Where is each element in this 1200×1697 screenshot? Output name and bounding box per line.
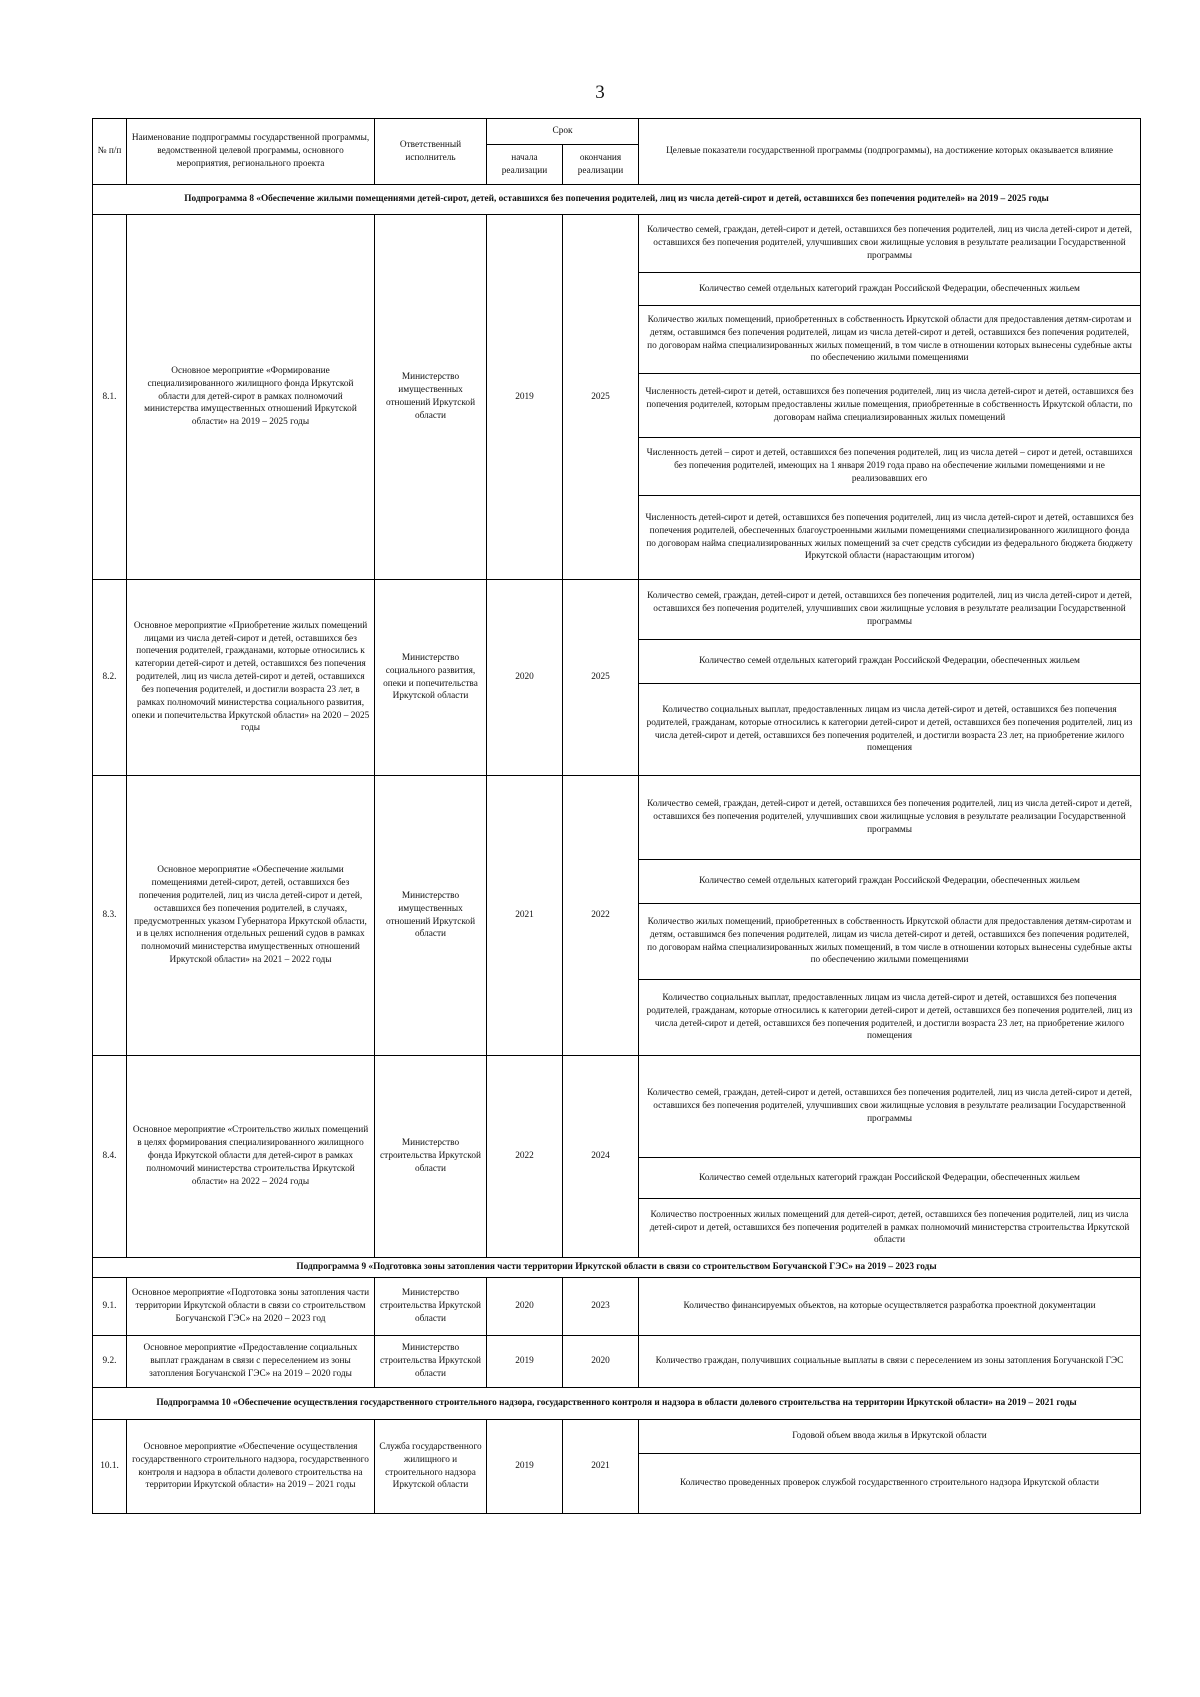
row-num: 10.1. (93, 1420, 127, 1514)
row-indicator: Количество построенных жилых помещений для детей-сирот, детей, оставшихся без попечения родителей, лиц из числа детей-сирот и детей, оставшихся без попечения родителей в рамках полномочий министерства строительства Иркутской области (639, 1199, 1141, 1258)
row-indicator: Количество финансируемых объектов, на которые осуществляется разработка проектной документации (639, 1278, 1141, 1336)
row-name: Основное мероприятие «Подготовка зоны затопления части территории Иркутской области в связи со строительством Богучанской ГЭС» на 2020 – 2023 год (127, 1278, 375, 1336)
table-row (93, 1056, 1141, 1158)
row-name: Основное мероприятие «Предоставление социальных выплат гражданам в связи с переселением из зоны затопления Богучанской ГЭС» на 2019 – 2020 годы (127, 1336, 375, 1388)
subprogram-row (93, 185, 1141, 215)
row-num: 9.2. (93, 1336, 127, 1388)
row-executor: Министерство социального развития, опеки и попечительства Иркутской области (375, 580, 487, 776)
row-name: Основное мероприятие «Обеспечение жилыми помещениями детей-сирот, детей, оставшихся без попечения родителей, лиц из числа детей-сирот и детей, оставшихся без попечения родителей, в случаях, предусмотренных указом Губернатора Иркутской области, и в целях исполнения отдельных решений судов в рамках полномочий министерства имущественных отношений Иркутской области» на 2021 – 2022 годы (127, 776, 375, 1056)
header-end: окончания реализации (563, 145, 639, 185)
subprogram-title: Подпрограмма 9 «Подготовка зоны затопления части территории Иркутской области в связи со строительством Богучанской ГЭС» на 2019 – 2023 годы (93, 1258, 1141, 1278)
row-indicator: Количество семей, граждан, детей-сирот и детей, оставшихся без попечения родителей, лиц из числа детей-сирот и детей, оставшихся без попечения родителей, улучшивших свои жилищные условия в результате реализации Государственной программы (639, 776, 1141, 860)
row-indicator: Количество граждан, получивших социальные выплаты в связи с переселением из зоны затопления Богучанской ГЭС (639, 1336, 1141, 1388)
row-executor: Министерство строительства Иркутской области (375, 1278, 487, 1336)
header-num: № п/п (93, 119, 127, 185)
row-indicator: Количество семей отдельных категорий граждан Российской Федерации, обеспеченных жильем (639, 1158, 1141, 1199)
row-start: 2019 (487, 1336, 563, 1388)
table-row (93, 1336, 1141, 1388)
row-indicator: Количество социальных выплат, предоставленных лицам из числа детей-сирот и детей, оставшихся без попечения родителей, гражданам, которые относились к категории детей-сирот и детей, оставшихся без попечения родителей, лиц из числа детей-сирот и детей, оставшихся без попечения родителей, и достигли возраста 23 лет, на приобретение жилого помещения (639, 684, 1141, 776)
row-start: 2019 (487, 215, 563, 580)
subprogram-title: Подпрограмма 10 «Обеспечение осуществления государственного строительного надзора, государственного контроля и надзора в области долевого строительства на территории Иркутской области» на 2019 – 2021 годы (93, 1388, 1141, 1420)
row-num: 8.4. (93, 1056, 127, 1258)
row-name: Основное мероприятие «Формирование специализированного жилищного фонда Иркутской области для детей-сирот в рамках полномочий министерства имущественных отношений Иркутской области» на 2019 – 2025 годы (127, 215, 375, 580)
row-num: 9.1. (93, 1278, 127, 1336)
row-start: 2022 (487, 1056, 563, 1258)
row-indicator: Количество проведенных проверок службой государственного строительного надзора Иркутской области (639, 1454, 1141, 1514)
row-executor: Министерство имущественных отношений Иркутской области (375, 776, 487, 1056)
table-row (93, 580, 1141, 640)
row-start: 2021 (487, 776, 563, 1056)
row-indicator: Годовой объем ввода жилья в Иркутской области (639, 1420, 1141, 1454)
header-executor: Ответственный исполнитель (375, 119, 487, 185)
row-num: 8.3. (93, 776, 127, 1056)
row-end: 2021 (563, 1420, 639, 1514)
subprogram-title: Подпрограмма 8 «Обеспечение жилыми помещениями детей-сирот, детей, оставшихся без попечения родителей, лиц из числа детей-сирот и детей, оставшихся без попечения родителей» на 2019 – 2025 годы (93, 185, 1141, 215)
subprogram-row (93, 1258, 1141, 1278)
table-row (93, 1420, 1141, 1454)
row-start: 2020 (487, 1278, 563, 1336)
row-end: 2025 (563, 215, 639, 580)
row-indicator: Количество семей отдельных категорий граждан Российской Федерации, обеспеченных жильем (639, 860, 1141, 904)
table-row (93, 776, 1141, 860)
row-name: Основное мероприятие «Приобретение жилых помещений лицами из числа детей-сирот и детей, оставшихся без попечения родителей, гражданами, которые относились к категории детей-сирот и детей, оставшихся без попечения родителей, лиц из числа детей-сирот и детей, оставшихся без попечения родителей, и достигли возраста 23 лет, в рамках полномочий министерства социального развития, опеки и попечительства Иркутской области» на 2020 – 2025 годы (127, 580, 375, 776)
row-executor: Служба государственного жилищного и строительного надзора Иркутской области (375, 1420, 487, 1514)
header-start: начала реализации (487, 145, 563, 185)
table-row (93, 215, 1141, 273)
row-end: 2023 (563, 1278, 639, 1336)
row-indicator: Количество семей отдельных категорий граждан Российской Федерации, обеспеченных жильем (639, 640, 1141, 684)
row-start: 2020 (487, 580, 563, 776)
row-executor: Министерство строительства Иркутской области (375, 1056, 487, 1258)
row-indicator: Численность детей-сирот и детей, оставшихся без попечения родителей, лиц из числа детей-сирот и детей, оставшихся без попечения родителей, которым предоставлены жилые помещения, приобретенные в собственность Иркутской области, по договорам найма специализированных жилых помещений (639, 374, 1141, 438)
row-indicator: Количество жилых помещений, приобретенных в собственность Иркутской области для предоставления детям-сиротам и детям, оставшимся без попечения родителей, лицам из числа детей-сирот и детей, оставшихся без попечения родителей, по договорам найма специализированных жилых помещений, в том числе в отношении которых вынесены судебные акты по обеспечению жилыми помещениями (639, 904, 1141, 980)
row-indicator: Количество семей, граждан, детей-сирот и детей, оставшихся без попечения родителей, лиц из числа детей-сирот и детей, оставшихся без попечения родителей, улучшивших свои жилищные условия в результате реализации Государственной программы (639, 580, 1141, 640)
subprogram-row (93, 1388, 1141, 1420)
header-name: Наименование подпрограммы государственной программы, ведомственной целевой программы, основного мероприятия, регионального проекта (127, 119, 375, 185)
row-executor: Министерство строительства Иркутской области (375, 1336, 487, 1388)
row-executor: Министерство имущественных отношений Иркутской области (375, 215, 487, 580)
row-indicator: Количество семей отдельных категорий граждан Российской Федерации, обеспеченных жильем (639, 273, 1141, 306)
page-number: 3 (595, 82, 605, 103)
row-end: 2022 (563, 776, 639, 1056)
row-end: 2025 (563, 580, 639, 776)
row-indicator: Численность детей-сирот и детей, оставшихся без попечения родителей, лиц из числа детей-сирот и детей, оставшихся без попечения родителей, обеспеченных благоустроенными жилыми помещениями специализированного жилищного фонда по договорам найма специализированных жилых помещений за счет средств субсидии из федерального бюджета бюджету Иркутской области (нарастающим итогом) (639, 496, 1141, 580)
row-indicator: Численность детей – сирот и детей, оставшихся без попечения родителей, лиц из числа детей – сирот и детей, оставшихся без попечения родителей, имеющих на 1 января 2019 года право на обеспечение жилыми помещениями и не реализовавших его (639, 438, 1141, 496)
header-indicators: Целевые показатели государственной программы (подпрограммы), на достижение которых оказывается влияние (639, 119, 1141, 185)
row-num: 8.1. (93, 215, 127, 580)
row-indicator: Количество семей, граждан, детей-сирот и детей, оставшихся без попечения родителей, лиц из числа детей-сирот и детей, оставшихся без попечения родителей, улучшивших свои жилищные условия в результате реализации Государственной программы (639, 215, 1141, 273)
row-name: Основное мероприятие «Строительство жилых помещений в целях формирования специализированного жилищного фонда Иркутской области для детей-сирот в рамках полномочий министерства строительства Иркутской области» на 2022 – 2024 годы (127, 1056, 375, 1258)
table-body (93, 185, 1141, 1514)
table-row (93, 1278, 1141, 1336)
table-header (93, 119, 1141, 185)
row-end: 2024 (563, 1056, 639, 1258)
row-indicator: Количество семей, граждан, детей-сирот и детей, оставшихся без попечения родителей, лиц из числа детей-сирот и детей, оставшихся без попечения родителей, улучшивших свои жилищные условия в результате реализации Государственной программы (639, 1056, 1141, 1158)
row-name: Основное мероприятие «Обеспечение осуществления государственного строительного надзора, государственного контроля и надзора в области долевого строительства на территории Иркутской области» на 2019 – 2021 годы (127, 1420, 375, 1514)
row-indicator: Количество жилых помещений, приобретенных в собственность Иркутской области для предоставления детям-сиротам и детям, оставшимся без попечения родителей, лицам из числа детей-сирот и детей, оставшихся без попечения родителей, по договорам найма специализированных жилых помещений, в том числе в отношении которых вынесены судебные акты по обеспечению жилыми помещениями (639, 306, 1141, 374)
header-term: Срок (487, 119, 639, 145)
row-end: 2020 (563, 1336, 639, 1388)
row-start: 2019 (487, 1420, 563, 1514)
row-indicator: Количество социальных выплат, предоставленных лицам из числа детей-сирот и детей, оставшихся без попечения родителей, гражданам, которые относились к категории детей-сирот и детей, оставшихся без попечения родителей, лиц из числа детей-сирот и детей, оставшихся без попечения родителей, и достигли возраста 23 лет, на приобретение жилого помещения (639, 980, 1141, 1056)
row-num: 8.2. (93, 580, 127, 776)
program-table (92, 118, 1141, 1514)
